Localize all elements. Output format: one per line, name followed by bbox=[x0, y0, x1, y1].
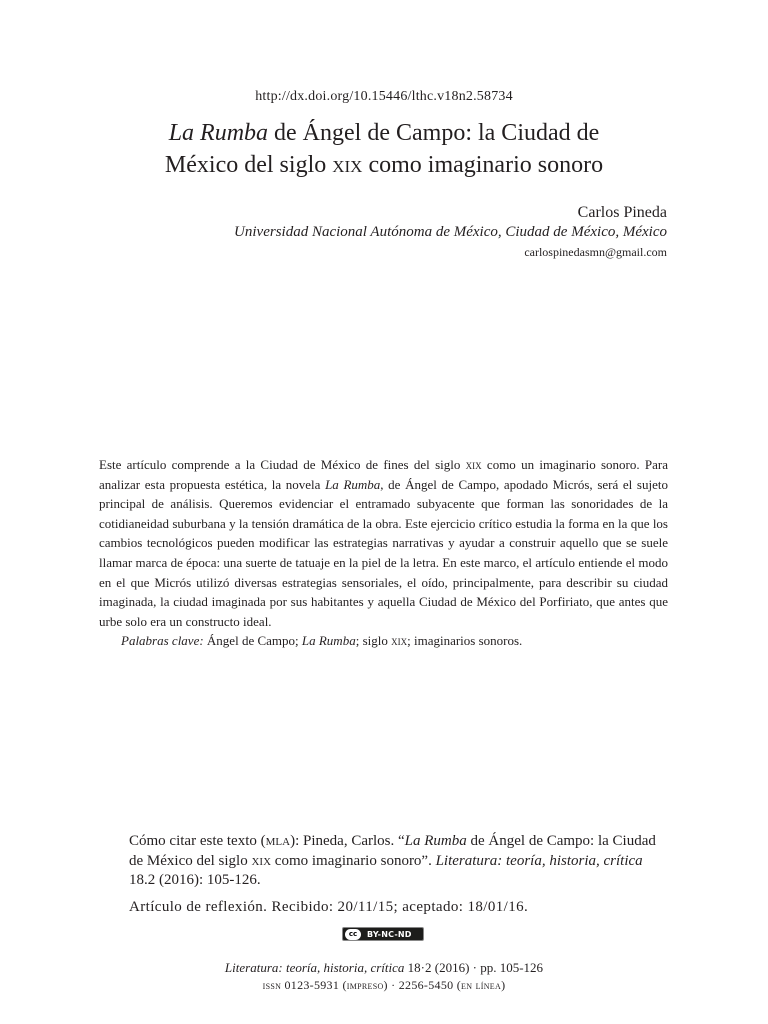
cc-icon: cc bbox=[345, 929, 361, 940]
citation-part: como imaginario sonoro”. bbox=[271, 852, 436, 869]
footer-issn: issn 0123-5931 (impreso) · 2256-5450 (en línea) bbox=[262, 978, 506, 992]
keywords bbox=[99, 631, 668, 651]
citation-part: xix bbox=[251, 852, 272, 869]
abstract-part: Este artículo comprende a la Ciudad de México de fines del siglo bbox=[99, 457, 466, 472]
abstract-text bbox=[99, 455, 668, 631]
license-label: BY-NC-ND bbox=[367, 929, 412, 939]
article-type: Artículo de reflexión. Recibido: 20/11/15; aceptado: 18/01/16. bbox=[129, 899, 529, 915]
citation-part: mla bbox=[265, 833, 291, 849]
footer-journal-name: Literatura: teoría, historia, crítica bbox=[224, 960, 405, 975]
title-line2-b: como imaginario sonoro bbox=[362, 152, 604, 178]
keyword-part: ; siglo bbox=[355, 633, 392, 649]
citation-part: Cómo citar este texto ( bbox=[129, 833, 266, 849]
abstract bbox=[99, 455, 668, 651]
citation-part: 18.2 (2016): 105-126. bbox=[129, 872, 261, 888]
citation bbox=[129, 832, 670, 891]
author-email[interactable]: carlospinedasmn@gmail.com bbox=[524, 245, 667, 259]
footer-journal bbox=[0, 960, 768, 976]
title-italic: La Rumba bbox=[168, 120, 269, 146]
keyword-part: Ángel de Campo; bbox=[203, 633, 302, 649]
citation-part: ): Pineda, Carlos. “ bbox=[290, 833, 405, 849]
citation-part: Literatura: teoría, historia, crítica bbox=[435, 852, 643, 869]
title-century: xix bbox=[332, 152, 363, 178]
author-name: Carlos Pineda bbox=[577, 204, 667, 221]
keyword-part: xix bbox=[391, 633, 408, 649]
keywords-label: Palabras clave: bbox=[121, 633, 204, 649]
keyword-part: La Rumba bbox=[301, 633, 356, 649]
title-line2-a: México del siglo bbox=[164, 152, 333, 178]
license-badge[interactable] bbox=[342, 927, 424, 941]
abstract-part: , de Ángel de Campo, apodado Micrós, será el sujeto principal de análisis. Queremos evidenciar el entramado subyacente que forman las sonoridades de la cotidianeidad suburbana y la tensión dramática de la obra. Este ejercicio crítico estudia la forma en la que los cambios tecnológicos pueden modificar las estrategias narrativas y ayudar a construir aquello que se suele llamar marca de época: una suerte de tatuaje en la piel de la letra. En este marco, el artículo entiende el modo en el que Micrós utilizó diversas estrategias sensoriales, el oído, principalmente, para describir su ciudad imaginada, la ciudad imaginada por sus habitantes y aquella Ciudad de México del Porfiriato, que antes que urbe solo era un constructo ideal. bbox=[99, 476, 668, 629]
citation-part: de Ángel de Campo: la Ciudad de México del siglo bbox=[129, 833, 656, 869]
abstract-century: xix bbox=[465, 457, 482, 472]
title-line1-rest: de Ángel de Campo: la Ciudad de bbox=[268, 120, 600, 146]
author-affiliation: Universidad Nacional Autónoma de México, Ciudad de México, México bbox=[234, 224, 667, 240]
abstract-part: como un imaginario sonoro. Para analizar esta propuesta estética, la novela bbox=[99, 457, 668, 492]
keyword-part: ; imaginarios sonoros. bbox=[407, 633, 523, 649]
abstract-novel-title: La Rumba bbox=[325, 476, 381, 492]
citation-part: La Rumba bbox=[404, 833, 467, 849]
article-title bbox=[80, 117, 688, 181]
doi-link[interactable]: http://dx.doi.org/10.15446/lthc.v18n2.58734 bbox=[255, 89, 513, 104]
footer-issue: 18·2 (2016) · pp. 105-126 bbox=[404, 960, 544, 975]
